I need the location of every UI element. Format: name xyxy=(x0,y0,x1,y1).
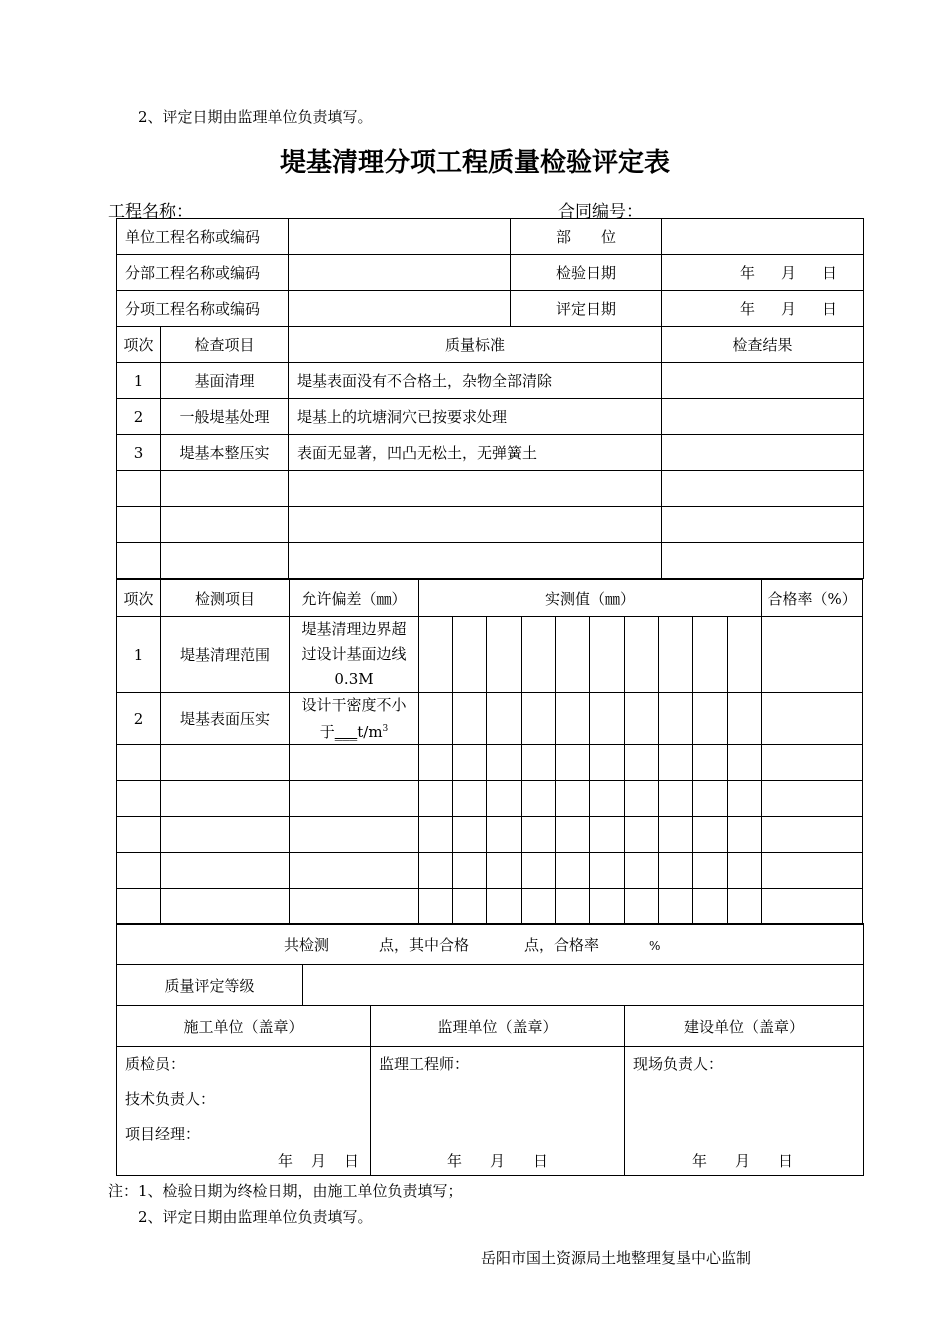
rate-cell[interactable] xyxy=(762,853,863,889)
measure-cell[interactable] xyxy=(556,617,590,693)
year-text: 年 xyxy=(278,1152,294,1170)
measure-cell[interactable] xyxy=(419,781,453,817)
measure-cell[interactable] xyxy=(453,617,487,693)
footnote-line-1 xyxy=(108,1180,463,1201)
sign-date xyxy=(278,1150,359,1171)
table-row xyxy=(117,889,863,925)
rate-cell[interactable] xyxy=(762,817,863,853)
empty-cell xyxy=(289,543,662,579)
project-name-label: 工程名称： xyxy=(108,202,193,222)
month-text: 月 xyxy=(735,1152,751,1170)
measure-cell[interactable] xyxy=(659,817,693,853)
measure-cell[interactable] xyxy=(625,853,659,889)
tolerance-unit: t/m xyxy=(357,723,383,741)
inspector-label: 质检员： xyxy=(125,1055,186,1073)
measure-cell[interactable] xyxy=(590,693,625,745)
rate-cell[interactable] xyxy=(762,889,863,925)
measure-cell[interactable] xyxy=(556,745,590,781)
table-row xyxy=(117,435,864,471)
empty-cell xyxy=(289,507,662,543)
empty-cell xyxy=(117,471,161,507)
measure-cell[interactable] xyxy=(659,853,693,889)
row-result[interactable] xyxy=(662,363,864,399)
table-row xyxy=(117,817,863,853)
table-row xyxy=(117,471,864,507)
table-row xyxy=(117,693,863,745)
measure-cell[interactable] xyxy=(487,617,522,693)
tolerance-sup: 3 xyxy=(382,724,389,734)
measure-cell[interactable] xyxy=(625,817,659,853)
empty-cell xyxy=(161,471,289,507)
measure-cell[interactable] xyxy=(419,745,453,781)
day-text: 日 xyxy=(822,264,838,282)
empty-cell xyxy=(117,853,161,889)
empty-cell xyxy=(117,745,161,781)
contract-no-label: 合同编号： xyxy=(558,202,643,222)
construction-sign-cell[interactable] xyxy=(117,1047,371,1176)
row-seq: 1 xyxy=(117,617,161,693)
footnote-text: 1、检验日期为终检日期，由施工单位负责填写； xyxy=(138,1182,463,1200)
measure-cell[interactable] xyxy=(522,889,556,925)
measure-cell[interactable] xyxy=(487,781,522,817)
measure-cell[interactable] xyxy=(556,889,590,925)
measure-cell[interactable] xyxy=(522,781,556,817)
owner-sign-cell[interactable] xyxy=(625,1047,864,1176)
tolerance-text: 设计干密度不小于 xyxy=(301,696,407,741)
measure-table xyxy=(116,579,863,925)
rate-cell[interactable] xyxy=(762,617,863,693)
col-measured-header: 实测值（㎜） xyxy=(419,580,762,617)
measure-cell[interactable] xyxy=(419,617,453,693)
measure-cell[interactable] xyxy=(659,745,693,781)
measure-cell[interactable] xyxy=(659,693,693,745)
empty-cell xyxy=(161,507,289,543)
month-text: 月 xyxy=(490,1152,506,1170)
division-name-value[interactable] xyxy=(289,255,511,291)
row-seq: 2 xyxy=(117,399,161,435)
table-row xyxy=(117,507,864,543)
division-name-label: 分部工程名称或编码 xyxy=(117,255,289,291)
measure-cell[interactable] xyxy=(728,889,762,925)
row-item: 堤基表面压实 xyxy=(161,693,290,745)
eval-date-value[interactable] xyxy=(662,291,864,327)
empty-cell xyxy=(117,889,161,925)
col-tolerance-header: 允许偏差（㎜） xyxy=(290,580,419,617)
measure-cell[interactable] xyxy=(659,889,693,925)
footnote-prefix: 注： xyxy=(108,1182,139,1200)
day-text: 日 xyxy=(778,1152,794,1170)
empty-cell xyxy=(290,817,419,853)
inspect-date-label: 检验日期 xyxy=(511,255,662,291)
measure-cell[interactable] xyxy=(453,889,487,925)
page-title: 堤基清理分项工程质量检验评定表 xyxy=(279,148,670,178)
measure-cell[interactable] xyxy=(453,693,487,745)
measure-cell[interactable] xyxy=(453,745,487,781)
measure-cell[interactable] xyxy=(728,745,762,781)
summary-row xyxy=(117,924,864,965)
day-text: 日 xyxy=(822,300,838,318)
empty-cell[interactable] xyxy=(662,507,864,543)
tech-lead-label: 技术负责人： xyxy=(125,1090,216,1108)
empty-cell xyxy=(161,817,290,853)
measure-cell[interactable] xyxy=(693,781,728,817)
part-value[interactable] xyxy=(662,219,864,255)
measure-cell[interactable] xyxy=(556,817,590,853)
col-seq-header: 项次 xyxy=(117,327,161,363)
summary-pct: % xyxy=(649,938,661,953)
summary-rate-text: 点，合格率 xyxy=(524,935,600,954)
table-row xyxy=(117,363,864,399)
part-label: 部 位 xyxy=(511,219,662,255)
col-check-item-header: 检查项目 xyxy=(161,327,289,363)
measure-cell[interactable] xyxy=(419,817,453,853)
summary-table xyxy=(116,923,864,1006)
grade-label: 质量评定等级 xyxy=(117,965,303,1006)
measure-cell[interactable] xyxy=(590,817,625,853)
measure-cell[interactable] xyxy=(487,889,522,925)
measure-cell[interactable] xyxy=(487,853,522,889)
measure-cell[interactable] xyxy=(693,817,728,853)
measure-cell[interactable] xyxy=(625,781,659,817)
measure-cell[interactable] xyxy=(728,781,762,817)
row-standard: 堤基上的坑塘洞穴已按要求处理 xyxy=(289,399,662,435)
empty-cell xyxy=(290,745,419,781)
measure-cell[interactable] xyxy=(693,745,728,781)
row-tolerance xyxy=(290,693,419,745)
measure-cell[interactable] xyxy=(625,693,659,745)
site-lead-label: 现场负责人： xyxy=(633,1055,724,1073)
measure-cell[interactable] xyxy=(625,617,659,693)
measure-cell[interactable] xyxy=(590,617,625,693)
measure-cell[interactable] xyxy=(522,693,556,745)
table-row xyxy=(117,853,863,889)
rate-cell[interactable] xyxy=(762,745,863,781)
empty-cell xyxy=(161,781,290,817)
row-seq: 3 xyxy=(117,435,161,471)
item-name-label: 分项工程名称或编码 xyxy=(117,291,289,327)
empty-cell xyxy=(117,817,161,853)
row-item: 基面清理 xyxy=(161,363,289,399)
summary-total-text: 共检测 xyxy=(284,935,330,954)
measure-cell[interactable] xyxy=(419,853,453,889)
col-measure-item-header: 检测项目 xyxy=(161,580,290,617)
measure-cell[interactable] xyxy=(419,889,453,925)
measure-cell[interactable] xyxy=(522,617,556,693)
row-result[interactable] xyxy=(662,399,864,435)
measure-cell[interactable] xyxy=(590,853,625,889)
row-seq: 1 xyxy=(117,363,161,399)
row-item: 堤基清理范围 xyxy=(161,617,290,693)
measure-cell[interactable] xyxy=(487,693,522,745)
day-text: 日 xyxy=(344,1152,360,1170)
year-text: 年 xyxy=(740,264,756,282)
measure-cell[interactable] xyxy=(487,745,522,781)
row-seq: 2 xyxy=(117,693,161,745)
engineer-label: 监理工程师： xyxy=(379,1055,470,1073)
item-name-value[interactable] xyxy=(289,291,511,327)
empty-cell xyxy=(117,507,161,543)
measure-cell[interactable] xyxy=(625,889,659,925)
tolerance-blank: ___ xyxy=(334,723,358,741)
row-result[interactable] xyxy=(662,435,864,471)
sign-date xyxy=(692,1150,793,1171)
empty-cell xyxy=(289,471,662,507)
month-text: 月 xyxy=(311,1152,327,1170)
measure-cell[interactable] xyxy=(487,817,522,853)
measure-cell[interactable] xyxy=(453,781,487,817)
measure-cell[interactable] xyxy=(659,781,693,817)
empty-cell xyxy=(290,889,419,925)
measure-cell[interactable] xyxy=(693,853,728,889)
measure-cell[interactable] xyxy=(590,781,625,817)
measure-cell[interactable] xyxy=(556,693,590,745)
measure-cell[interactable] xyxy=(693,617,728,693)
grade-value[interactable] xyxy=(303,965,864,1006)
col-seq-header: 项次 xyxy=(117,580,161,617)
empty-cell[interactable] xyxy=(662,543,864,579)
table-row xyxy=(117,745,863,781)
measure-cell[interactable] xyxy=(453,853,487,889)
sign-date xyxy=(447,1150,548,1171)
info-check-table xyxy=(116,218,864,579)
empty-cell xyxy=(161,543,289,579)
measure-cell[interactable] xyxy=(419,693,453,745)
measure-cell[interactable] xyxy=(522,745,556,781)
empty-cell xyxy=(117,543,161,579)
measure-cell[interactable] xyxy=(693,693,728,745)
col-rate-header: 合格率（%） xyxy=(762,580,863,617)
measure-cell[interactable] xyxy=(728,817,762,853)
measure-cell[interactable] xyxy=(522,817,556,853)
row-standard: 表面无显著，凹凸无松土，无弹簧土 xyxy=(289,435,662,471)
table-row xyxy=(117,781,863,817)
empty-cell xyxy=(161,745,290,781)
row-standard: 堤基表面没有不合格土，杂物全部清除 xyxy=(289,363,662,399)
day-text: 日 xyxy=(533,1152,549,1170)
measure-cell[interactable] xyxy=(693,889,728,925)
top-note: 2、评定日期由监理单位负责填写。 xyxy=(138,108,373,126)
col-standard-header: 质量标准 xyxy=(289,327,662,363)
inspect-date-value[interactable] xyxy=(662,255,864,291)
supervision-sign-cell[interactable] xyxy=(371,1047,625,1176)
row-item: 一般堤基处理 xyxy=(161,399,289,435)
signature-table xyxy=(116,1005,864,1176)
owner-unit-header: 建设单位（盖章） xyxy=(625,1006,864,1047)
footnote-line-2: 2、评定日期由监理单位负责填写。 xyxy=(138,1208,373,1226)
month-text: 月 xyxy=(781,264,797,282)
eval-date-label: 评定日期 xyxy=(511,291,662,327)
measure-cell[interactable] xyxy=(522,853,556,889)
rate-cell[interactable] xyxy=(762,693,863,745)
unit-name-value[interactable] xyxy=(289,219,511,255)
issuer-text: 岳阳市国土资源局土地整理复垦中心监制 xyxy=(481,1249,752,1267)
empty-cell xyxy=(161,889,290,925)
year-text: 年 xyxy=(692,1152,708,1170)
col-result-header: 检查结果 xyxy=(662,327,864,363)
construction-unit-header: 施工单位（盖章） xyxy=(117,1006,371,1047)
measure-cell[interactable] xyxy=(625,745,659,781)
empty-cell[interactable] xyxy=(662,471,864,507)
table-row xyxy=(117,399,864,435)
summary-pass-text: 点，其中合格 xyxy=(379,935,470,954)
year-text: 年 xyxy=(740,300,756,318)
table-row xyxy=(117,543,864,579)
measure-cell[interactable] xyxy=(590,745,625,781)
measure-cell[interactable] xyxy=(728,853,762,889)
row-tolerance: 堤基清理边界超过设计基面边线 0.3M xyxy=(290,617,419,693)
year-text: 年 xyxy=(447,1152,463,1170)
empty-cell xyxy=(161,853,290,889)
supervision-unit-header: 监理单位（盖章） xyxy=(371,1006,625,1047)
measure-cell[interactable] xyxy=(453,817,487,853)
row-item: 堤基本整压实 xyxy=(161,435,289,471)
empty-cell xyxy=(290,781,419,817)
measure-cell[interactable] xyxy=(728,693,762,745)
measure-cell[interactable] xyxy=(728,617,762,693)
measure-cell[interactable] xyxy=(590,889,625,925)
rate-cell[interactable] xyxy=(762,781,863,817)
month-text: 月 xyxy=(781,300,797,318)
measure-cell[interactable] xyxy=(556,853,590,889)
table-row xyxy=(117,617,863,693)
measure-cell[interactable] xyxy=(556,781,590,817)
unit-name-label: 单位工程名称或编码 xyxy=(117,219,289,255)
pm-label: 项目经理： xyxy=(125,1125,201,1143)
measure-cell[interactable] xyxy=(659,617,693,693)
empty-cell xyxy=(117,781,161,817)
empty-cell xyxy=(290,853,419,889)
